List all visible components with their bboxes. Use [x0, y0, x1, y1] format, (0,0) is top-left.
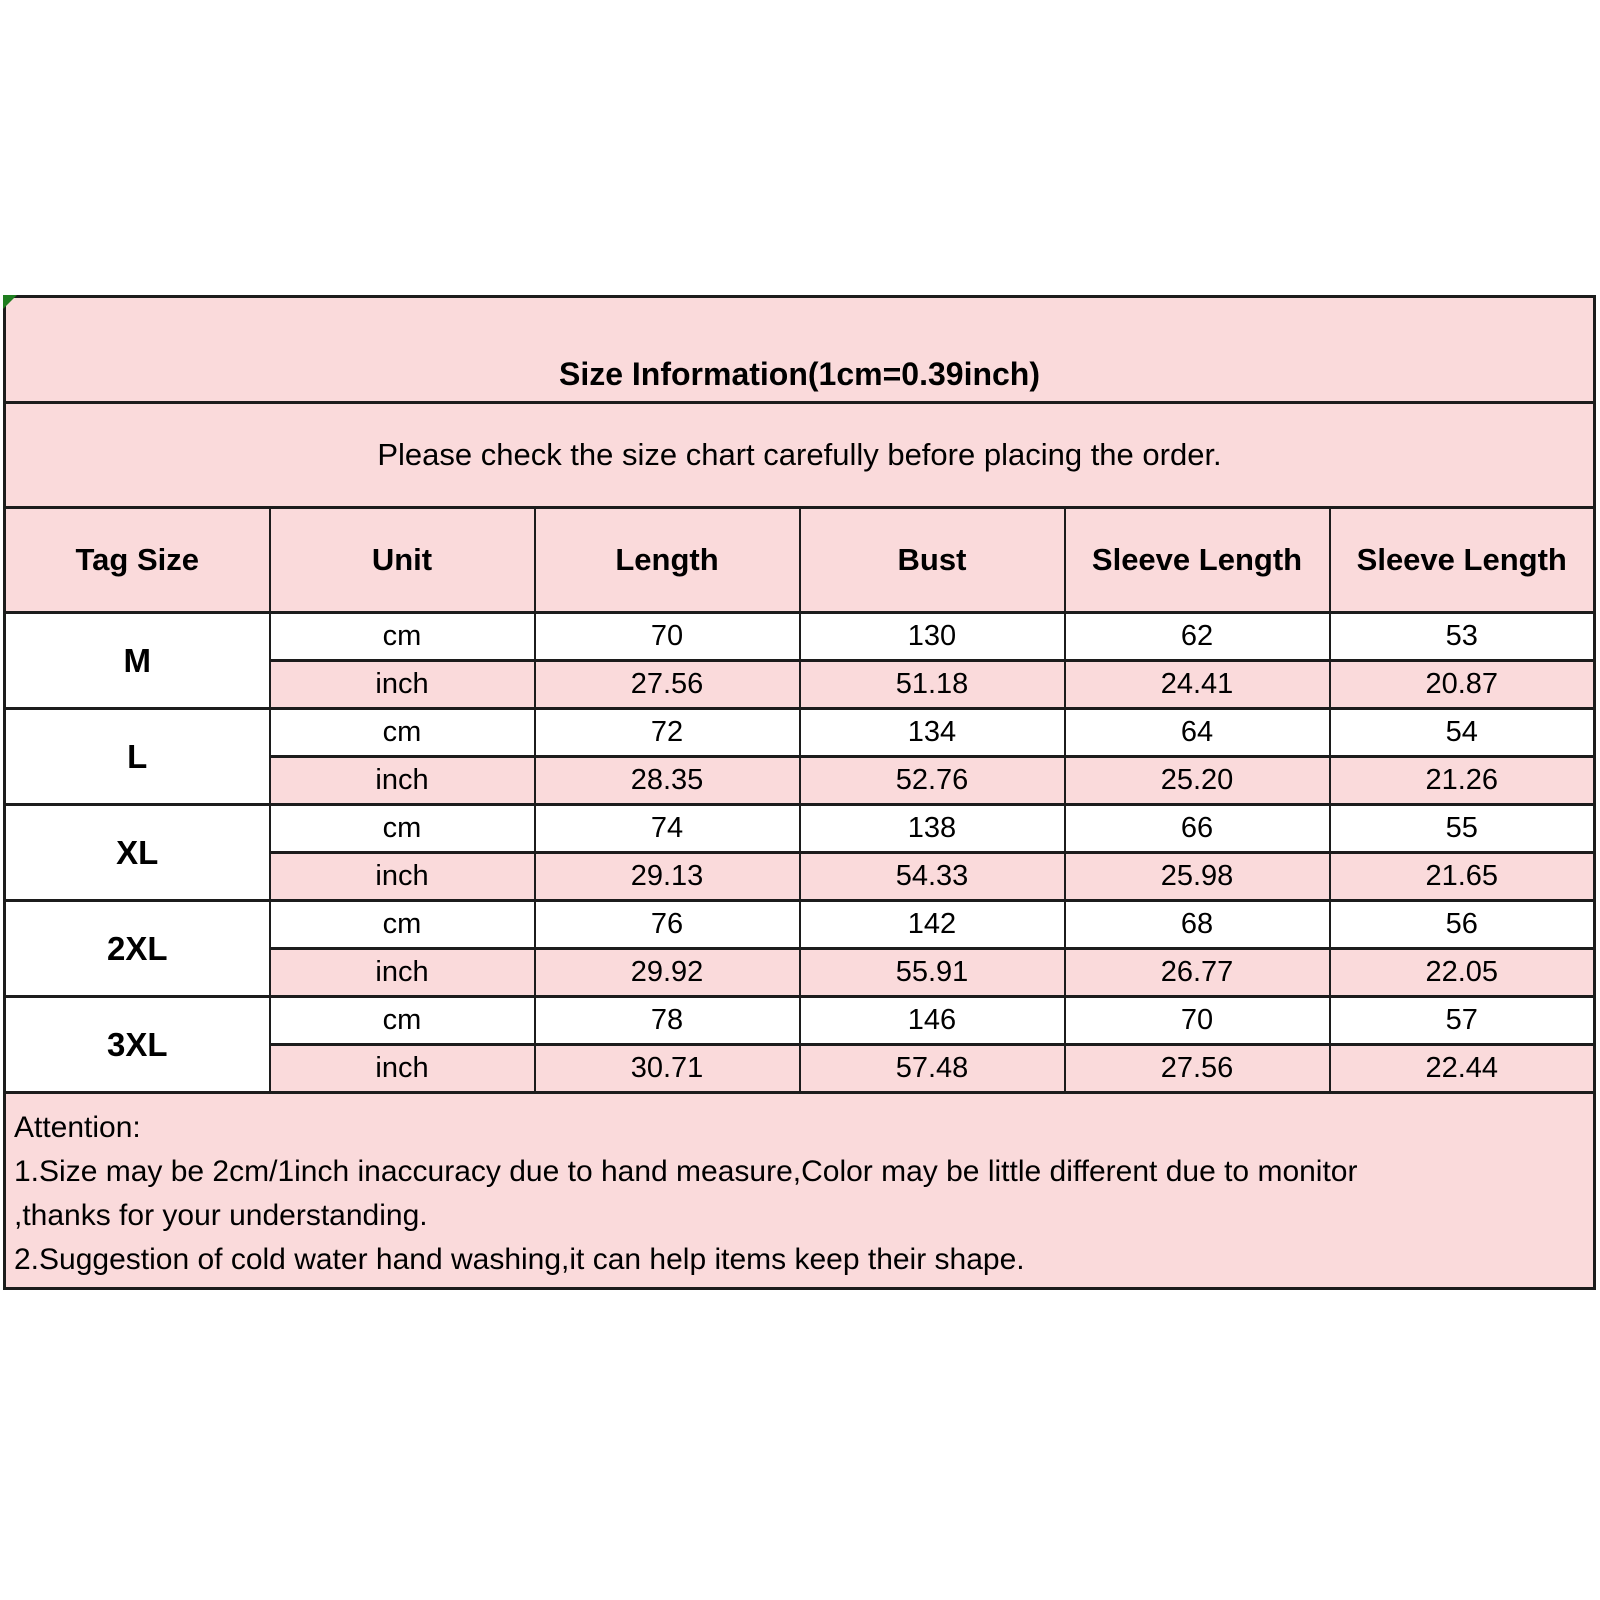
column-header-tag-size: Tag Size — [5, 508, 270, 613]
value-cell: 20.87 — [1330, 661, 1595, 709]
title-row — [5, 297, 1595, 403]
value-cell: 57 — [1330, 997, 1595, 1045]
value-cell: 22.44 — [1330, 1045, 1595, 1093]
value-cell: 26.77 — [1065, 949, 1330, 997]
value-cell: 22.05 — [1330, 949, 1595, 997]
subtitle-row — [5, 403, 1595, 508]
size-label-l: L — [5, 709, 270, 805]
value-cell: 28.35 — [535, 757, 800, 805]
value-cell: 68 — [1065, 901, 1330, 949]
size-label-xl: XL — [5, 805, 270, 901]
value-cell: 21.26 — [1330, 757, 1595, 805]
value-cell: 138 — [800, 805, 1065, 853]
unit-cell: inch — [270, 661, 535, 709]
unit-cell: cm — [270, 901, 535, 949]
subtitle-note: Please check the size chart carefully before placing the order. — [5, 403, 1595, 508]
size-row-xl-cm — [5, 805, 1595, 853]
value-cell: 24.41 — [1065, 661, 1330, 709]
value-cell: 25.20 — [1065, 757, 1330, 805]
value-cell: 62 — [1065, 613, 1330, 661]
size-row-2xl-cm — [5, 901, 1595, 949]
size-label-m: M — [5, 613, 270, 709]
unit-cell: inch — [270, 1045, 535, 1093]
value-cell: 134 — [800, 709, 1065, 757]
value-cell: 29.13 — [535, 853, 800, 901]
value-cell: 51.18 — [800, 661, 1065, 709]
column-header-bust: Bust — [800, 508, 1065, 613]
attention-heading: Attention: — [14, 1111, 141, 1144]
value-cell: 56 — [1330, 901, 1595, 949]
value-cell: 54 — [1330, 709, 1595, 757]
size-label-2xl: 2XL — [5, 901, 270, 997]
unit-cell: cm — [270, 709, 535, 757]
value-cell: 29.92 — [535, 949, 800, 997]
value-cell: 72 — [535, 709, 800, 757]
unit-cell: inch — [270, 757, 535, 805]
value-cell: 27.56 — [535, 661, 800, 709]
value-cell: 146 — [800, 997, 1065, 1045]
size-table — [3, 295, 1596, 1290]
unit-cell: inch — [270, 949, 535, 997]
value-cell: 53 — [1330, 613, 1595, 661]
attention-note — [14, 1106, 1583, 1282]
column-header-sleeve-length-2: Sleeve Length — [1330, 508, 1595, 613]
size-chart-table — [3, 295, 1596, 1290]
value-cell: 27.56 — [1065, 1045, 1330, 1093]
value-cell: 25.98 — [1065, 853, 1330, 901]
value-cell: 55 — [1330, 805, 1595, 853]
column-header-unit: Unit — [270, 508, 535, 613]
value-cell: 70 — [1065, 997, 1330, 1045]
page-title: Size Information(1cm=0.39inch) — [5, 297, 1595, 403]
attention-row — [5, 1093, 1595, 1289]
column-header-length: Length — [535, 508, 800, 613]
column-header-sleeve-length-1: Sleeve Length — [1065, 508, 1330, 613]
value-cell: 57.48 — [800, 1045, 1065, 1093]
value-cell: 74 — [535, 805, 800, 853]
value-cell: 21.65 — [1330, 853, 1595, 901]
unit-cell: cm — [270, 805, 535, 853]
attention-line: 2.Suggestion of cold water hand washing,it can help items keep their shape. — [14, 1243, 1025, 1276]
value-cell: 142 — [800, 901, 1065, 949]
value-cell: 76 — [535, 901, 800, 949]
value-cell: 30.71 — [535, 1045, 800, 1093]
column-header-row — [5, 508, 1595, 613]
value-cell: 130 — [800, 613, 1065, 661]
value-cell: 55.91 — [800, 949, 1065, 997]
attention-line: 1.Size may be 2cm/1inch inaccuracy due to hand measure,Color may be little different due to monitor — [14, 1155, 1358, 1188]
size-row-3xl-cm — [5, 997, 1595, 1045]
attention-line: ,thanks for your understanding. — [14, 1199, 428, 1232]
value-cell: 64 — [1065, 709, 1330, 757]
value-cell: 66 — [1065, 805, 1330, 853]
value-cell: 52.76 — [800, 757, 1065, 805]
unit-cell: cm — [270, 997, 535, 1045]
size-row-l-cm — [5, 709, 1595, 757]
value-cell: 70 — [535, 613, 800, 661]
value-cell: 78 — [535, 997, 800, 1045]
size-label-3xl: 3XL — [5, 997, 270, 1093]
unit-cell: cm — [270, 613, 535, 661]
size-row-m-cm — [5, 613, 1595, 661]
unit-cell: inch — [270, 853, 535, 901]
value-cell: 54.33 — [800, 853, 1065, 901]
